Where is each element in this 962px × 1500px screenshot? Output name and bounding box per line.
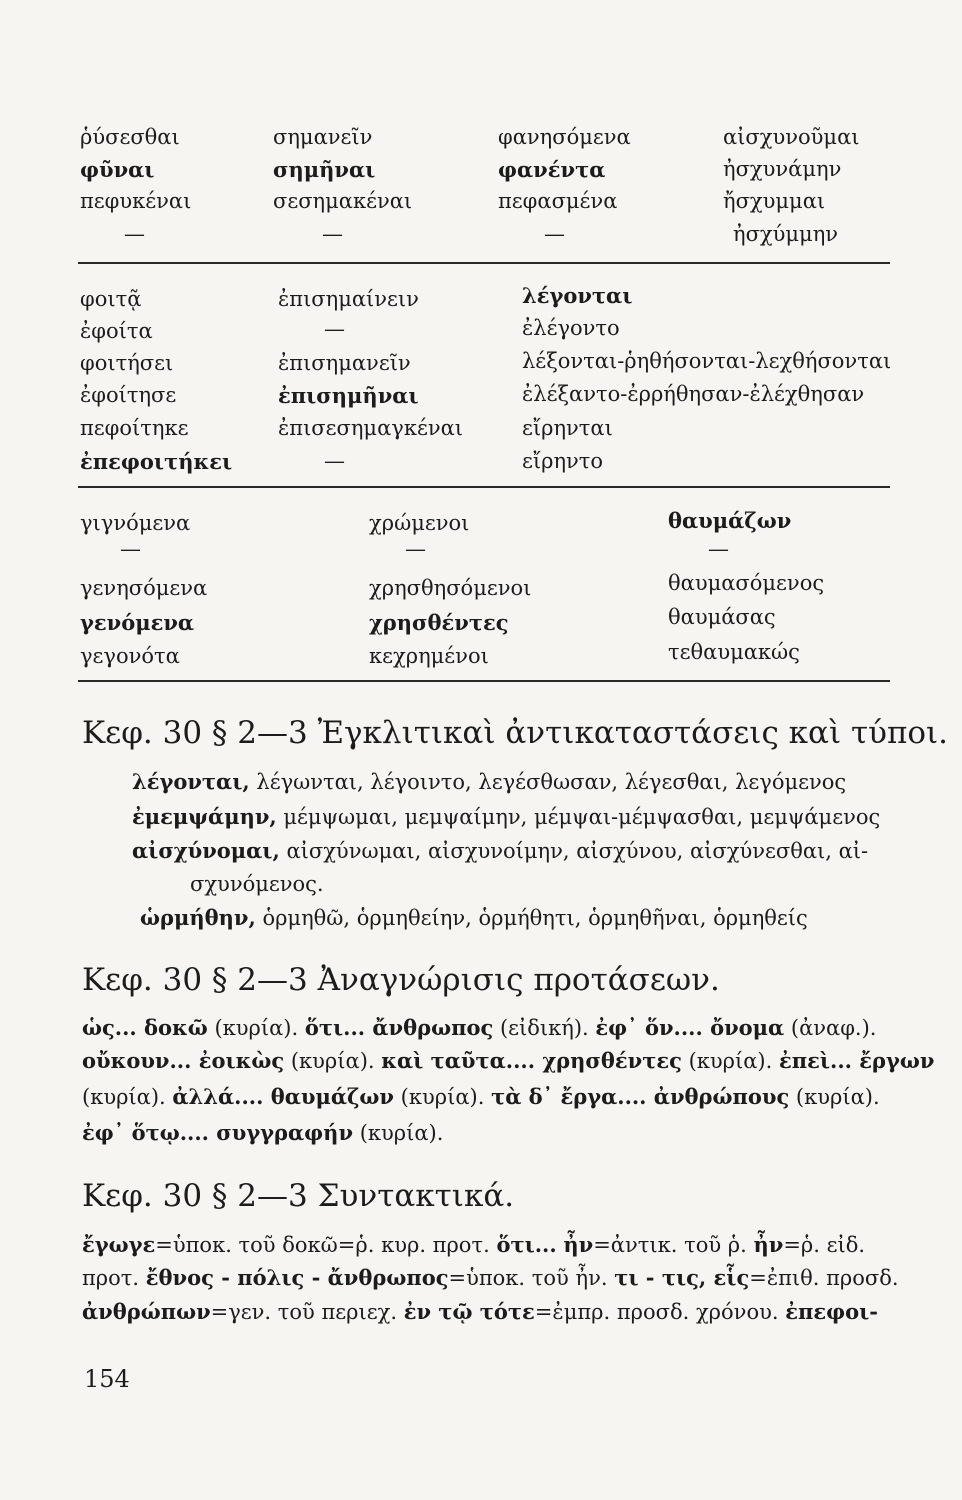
type: (κυρία). <box>681 1049 779 1073</box>
clause: ὡς... δοκῶ <box>82 1015 208 1040</box>
term: ἐν τῷ τότε <box>403 1299 535 1324</box>
gloss: =ἐπιθ. προσδ. <box>749 1266 899 1290</box>
lemma: αἰσχύνομαι, <box>132 838 280 863</box>
clause: τὰ δ᾽ ἔργα.... ἀνθρώπους <box>491 1084 790 1109</box>
gloss: =ὑποκ. τοῦ δοκῶ=ῥ. κυρ. προτ. <box>155 1233 497 1257</box>
t2-c3-r4: ἐλέξαντο-ἐρρήθησαν-ἐλέχθησαν <box>522 382 865 406</box>
t1-c4-r4: ἠσχύμμην <box>733 222 839 246</box>
t2-c1-r1: φοιτᾷ <box>80 287 142 311</box>
clause: ἐπεὶ... ἔργων <box>778 1048 935 1073</box>
forms: αἰσχύνωμαι, αἰσχυνοίμην, αἰσχύνου, αἰσχύνεσθαι, αἰ- <box>279 839 869 863</box>
t1-c3-r4: — <box>544 222 565 246</box>
t1-c3-r1: φανησόμενα <box>498 125 631 149</box>
section-heading: Κεφ. 30 § 2—3 Ἐγκλιτικαὶ ἀντικαταστάσεις καὶ τύποι. <box>82 715 949 751</box>
t1-c1-r4: — <box>124 222 145 246</box>
t2-c1-r2: ἐφοίτα <box>80 319 153 343</box>
t1-c2-r2: σημῆναι <box>273 157 376 182</box>
t2-c1-r3: φοιτήσει <box>80 351 174 375</box>
t3-c1-r3: γενησόμενα <box>80 576 208 600</box>
t2-c2-r6: — <box>324 449 345 473</box>
type: (κυρία). <box>394 1085 492 1109</box>
gloss: =ἐμπρ. προσδ. χρόνου. <box>534 1300 786 1324</box>
t2-c2-r1: ἐπισημαίνειν <box>278 287 419 311</box>
text-line <box>82 1086 880 1108</box>
type: (κυρία). <box>284 1049 382 1073</box>
t3-c2-r1: χρώμενοι <box>369 511 470 535</box>
gloss: =ῥ. εἰδ. <box>783 1233 866 1257</box>
t1-c2-r4: — <box>322 222 343 246</box>
text-line <box>82 1050 934 1072</box>
lemma: ὡρμήθην, <box>140 905 256 930</box>
text-line <box>132 840 868 862</box>
section-heading: Κεφ. 30 § 2—3 Συντακτικά. <box>82 1178 515 1214</box>
t3-c1-r5: γεγονότα <box>80 644 180 668</box>
text-line <box>132 771 846 793</box>
t2-c3-r2: ἐλέγοντο <box>522 316 620 340</box>
text-line <box>82 1234 865 1256</box>
gloss: προτ. <box>82 1266 146 1290</box>
type: (κυρία). <box>82 1085 173 1109</box>
text-line <box>82 1267 899 1289</box>
lemma: ἐμεμψάμην, <box>132 804 277 829</box>
type: (κυρία). <box>789 1085 880 1109</box>
t2-c1-r6: ἐπεφοιτήκει <box>80 449 233 474</box>
t2-c3-r6: εἴρηντο <box>522 449 604 473</box>
text-line <box>82 1122 443 1144</box>
divider <box>78 262 890 264</box>
gloss: =γεν. τοῦ περιεχ. <box>210 1300 404 1324</box>
t2-c3-r5: εἴρηνται <box>522 416 613 440</box>
t2-c3-r1: λέγονται <box>522 283 633 308</box>
t3-c2-r2: — <box>405 537 426 561</box>
lemma: λέγονται, <box>132 769 250 794</box>
gloss: =ἀντικ. τοῦ ῥ. <box>593 1233 754 1257</box>
t3-c1-r1: γιγνόμενα <box>80 511 191 535</box>
text-line <box>132 806 880 828</box>
type: (εἰδική). <box>493 1016 596 1040</box>
text-line <box>190 874 324 895</box>
t3-c3-r3: θαυμασόμενος <box>668 571 825 595</box>
t2-c2-r3: ἐπισημανεῖν <box>278 351 411 375</box>
t1-c3-r3: πεφασμένα <box>498 189 618 213</box>
t3-c2-r4: χρησθέντες <box>369 610 509 635</box>
t3-c1-r4: γενόμενα <box>80 610 195 635</box>
divider <box>78 680 890 682</box>
text-line <box>82 1017 876 1039</box>
t3-c3-r4: θαυμάσας <box>668 605 776 629</box>
divider <box>78 486 890 488</box>
term: ἀνθρώπων <box>82 1299 211 1324</box>
t2-c2-r2: — <box>324 317 345 341</box>
clause: ἐφ᾽ ὅτῳ.... συγγραφήν <box>82 1120 354 1145</box>
forms: ὁρμηθῶ, ὁρμηθείην, ὁρμήθητι, ὁρμηθῆναι, ὁρμηθείς <box>255 906 808 930</box>
gloss: =ὑποκ. τοῦ ἦν. <box>448 1266 615 1290</box>
t1-c3-r2: φανέντα <box>498 157 606 182</box>
clause: ἐφ᾽ ὅν.... ὄνομα <box>595 1015 785 1040</box>
t3-c3-r1: θαυμάζων <box>668 508 792 533</box>
clause: ὅτι... ἄνθρωπος <box>304 1015 494 1040</box>
section-heading: Κεφ. 30 § 2—3 Ἀναγνώρισις προτάσεων. <box>82 962 720 998</box>
forms: λέγωνται, λέγοιντο, λεγέσθωσαν, λέγεσθαι, λεγόμενος <box>249 770 847 794</box>
term: τι - τις, εἷς <box>614 1265 750 1290</box>
t1-c1-r2: φῦναι <box>80 157 155 182</box>
t1-c2-r3: σεσημακέναι <box>273 189 413 213</box>
type: (ἀναφ.). <box>784 1016 877 1040</box>
t2-c1-r4: ἐφοίτησε <box>80 383 177 407</box>
clause: οὔκουν... ἐοικὼς <box>82 1048 285 1073</box>
t1-c1-r1: ῥύσεσθαι <box>80 125 180 149</box>
t2-c2-r5: ἐπισεσημαγκέναι <box>278 416 464 440</box>
text-line <box>82 1301 878 1323</box>
t3-c3-r2: — <box>708 537 729 561</box>
term: ἦν <box>753 1232 784 1257</box>
term: ἦν <box>563 1232 594 1257</box>
t3-c2-r5: κεχρημένοι <box>369 644 489 668</box>
t2-c3-r3: λέξονται-ῥηθήσονται-λεχθήσονται <box>522 349 892 373</box>
t1-c4-r1: αἰσχυνοῦμαι <box>723 125 860 149</box>
forms: σχυνόμενος. <box>190 872 324 896</box>
term: ἔγωγε <box>82 1232 156 1257</box>
term: ὅτι... <box>496 1232 557 1257</box>
forms: μέμψωμαι, μεμψαίμην, μέμψαι-μέμψασθαι, μεμψάμενος <box>276 805 881 829</box>
t3-c1-r2: — <box>120 537 141 561</box>
t1-c1-r3: πεφυκέναι <box>80 189 192 213</box>
t1-c2-r1: σημανεῖν <box>273 125 373 149</box>
clause: ἀλλά.... θαυμάζων <box>172 1084 394 1109</box>
t2-c1-r5: πεφοίτηκε <box>80 416 189 440</box>
text-line <box>140 907 808 929</box>
type: (κυρία). <box>353 1121 444 1145</box>
t2-c2-r4: ἐπισημῆναι <box>278 383 419 408</box>
t3-c3-r5: τεθαυμακώς <box>668 640 800 664</box>
term: ἔθνος - πόλις - ἄνθρωπος <box>145 1265 449 1290</box>
term: ἐπεφοι- <box>785 1299 878 1324</box>
type: (κυρία). <box>207 1016 305 1040</box>
page-number: 154 <box>84 1365 130 1393</box>
t1-c4-r3: ἤσχυμμαι <box>723 189 826 213</box>
t3-c2-r3: χρησθησόμενοι <box>369 576 532 600</box>
t1-c4-r2: ἠσχυνάμην <box>723 157 842 181</box>
clause: καὶ ταῦτα.... χρησθέντες <box>381 1048 682 1073</box>
